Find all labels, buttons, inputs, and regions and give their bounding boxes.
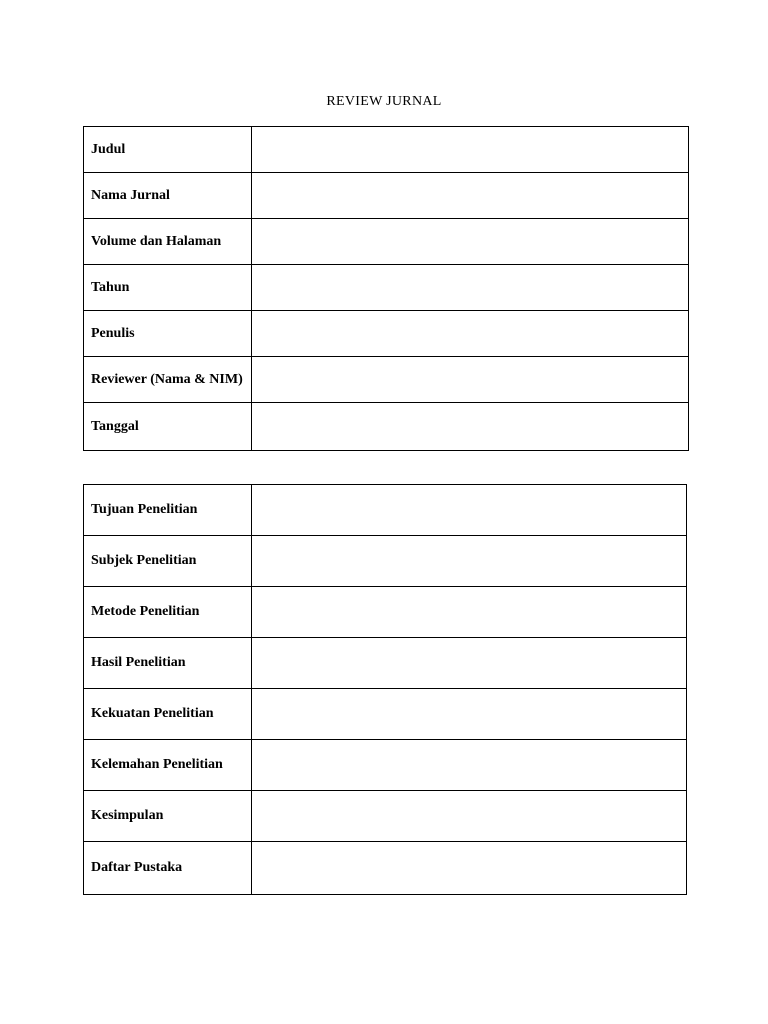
field-subjek-penelitian[interactable]: [252, 536, 687, 587]
table-row: [84, 173, 689, 219]
row-label-tanggal: Tanggal: [84, 403, 252, 451]
table-row: [84, 740, 687, 791]
row-label-tujuan-penelitian: Tujuan Penelitian: [84, 485, 252, 536]
row-label-kekuatan-penelitian: Kekuatan Penelitian: [84, 689, 252, 740]
field-volume-halaman[interactable]: [252, 219, 689, 265]
row-label-judul: Judul: [84, 127, 252, 173]
table-row: [84, 357, 689, 403]
row-label-volume-halaman: Volume dan Halaman: [84, 219, 252, 265]
table-row: [84, 403, 689, 451]
table-row: [84, 638, 687, 689]
table-row: [84, 791, 687, 842]
row-label-daftar-pustaka: Daftar Pustaka: [84, 842, 252, 895]
field-kelemahan-penelitian[interactable]: [252, 740, 687, 791]
field-penulis[interactable]: [252, 311, 689, 357]
field-tujuan-penelitian[interactable]: [252, 485, 687, 536]
row-label-kesimpulan: Kesimpulan: [84, 791, 252, 842]
row-label-subjek-penelitian: Subjek Penelitian: [84, 536, 252, 587]
table-row: [84, 265, 689, 311]
table-row: [84, 842, 687, 895]
table-row: [84, 311, 689, 357]
page-title: REVIEW JURNAL: [326, 94, 442, 109]
field-tahun[interactable]: [252, 265, 689, 311]
field-metode-penelitian[interactable]: [252, 587, 687, 638]
row-label-tahun: Tahun: [84, 265, 252, 311]
table-row: [84, 689, 687, 740]
row-label-penulis: Penulis: [84, 311, 252, 357]
field-kekuatan-penelitian[interactable]: [252, 689, 687, 740]
field-judul[interactable]: [252, 127, 689, 173]
research-review-table: [83, 484, 687, 895]
table-row: [84, 219, 689, 265]
field-nama-jurnal[interactable]: [252, 173, 689, 219]
field-kesimpulan[interactable]: [252, 791, 687, 842]
table-row: [84, 127, 689, 173]
row-label-metode-penelitian: Metode Penelitian: [84, 587, 252, 638]
table-row: [84, 485, 687, 536]
field-tanggal[interactable]: [252, 403, 689, 451]
row-label-hasil-penelitian: Hasil Penelitian: [84, 638, 252, 689]
field-reviewer[interactable]: [252, 357, 689, 403]
row-label-kelemahan-penelitian: Kelemahan Penelitian: [84, 740, 252, 791]
row-label-reviewer: Reviewer (Nama & NIM): [84, 357, 252, 403]
table-row: [84, 536, 687, 587]
field-daftar-pustaka[interactable]: [252, 842, 687, 895]
field-hasil-penelitian[interactable]: [252, 638, 687, 689]
journal-identity-table: [83, 126, 689, 451]
row-label-nama-jurnal: Nama Jurnal: [84, 173, 252, 219]
table-row: [84, 587, 687, 638]
